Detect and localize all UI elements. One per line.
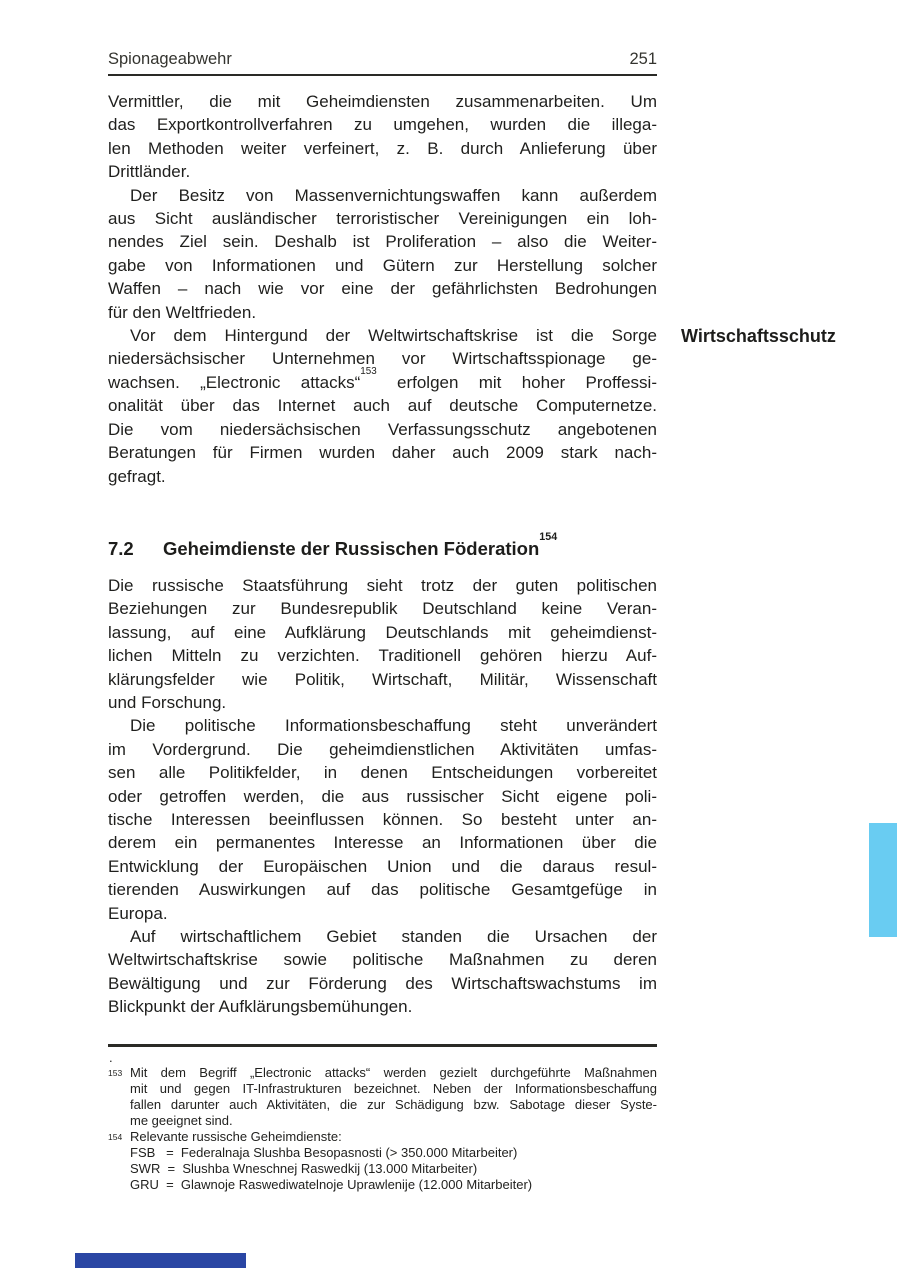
paragraph-line: tische Interessen beeinflussen können. So besteht unter an- — [108, 809, 657, 829]
footnote-line: Mit dem Begriff „Electronic attacks“ werden gezielt durchgeführte Maßnahmen — [130, 1065, 657, 1080]
footnote-reference: 154 — [539, 530, 558, 543]
footnote-reference: 153 — [360, 365, 377, 377]
paragraph-line: derem ein permanentes Interesse an Informationen über die — [108, 833, 657, 853]
paragraph-line: und Forschung. — [108, 692, 227, 712]
paragraph-line: nendes Ziel sein. Deshalb ist Proliferation – also die Weiter- — [108, 232, 657, 252]
footnote-line: me geeignet sind. — [130, 1113, 233, 1128]
paragraph-line: Die vom niedersächsischen Verfassungsschutz angebotenen — [108, 419, 657, 439]
paragraph-line: das Exportkontrollverfahren zu umgehen, wurden die illega- — [108, 115, 657, 135]
footnote — [108, 1065, 657, 1129]
paragraph-line: für den Weltfrieden. — [108, 302, 257, 322]
paragraph-line: Drittländer. — [108, 162, 191, 182]
paragraph-line: Waffen – nach wie vor eine der gefährlichsten Bedrohungen — [108, 279, 657, 299]
section-title: Geheimdienste der Russischen Föderation$^{154}$ — [163, 530, 558, 559]
section-heading — [108, 530, 657, 561]
paragraph — [108, 184, 657, 324]
footer-bar — [75, 1253, 246, 1268]
footnote-marker: 154 — [108, 1132, 123, 1142]
paragraph-line: gefragt. — [108, 466, 166, 486]
footnote-separator — [108, 1044, 657, 1047]
paragraph-line: lassung, auf eine Aufklärung Deutschlands mit geheimdienst- — [108, 622, 657, 642]
paragraph-line: Die politische Informationsbeschaffung steht unverändert — [130, 716, 657, 736]
header-page-number: 251 — [629, 50, 657, 68]
section-number: 7.2 — [108, 537, 134, 559]
paragraph — [108, 925, 657, 1019]
paragraph — [108, 324, 657, 488]
paragraph-line: Vermittler, die mit Geheimdiensten zusammenarbeiten. Um — [108, 92, 657, 111]
paragraph-line: Bewältigung und zur Förderung des Wirtschaftswachstums im — [108, 973, 657, 993]
paragraph — [108, 574, 657, 714]
paragraph-line: onalität über das Internet auch auf deutsche Computernetze. — [108, 396, 657, 416]
paragraph-line: niedersächsischer Unternehmen vor Wirtschaftsspionage ge- — [108, 349, 657, 369]
body-text — [108, 90, 657, 1019]
paragraph-line: klärungsfelder wie Politik, Wirtschaft, Militär, Wissenschaft — [108, 669, 657, 689]
footnote-line: GRU = Glawnoje Raswediwatelnoje Uprawlenije (12.000 Mitarbeiter) — [130, 1177, 533, 1192]
stray-period: . — [109, 1050, 113, 1065]
paragraph-line: len Methoden weiter verfeinert, z. B. durch Anlieferung über — [108, 138, 657, 158]
footnote-marker: 153 — [108, 1068, 123, 1078]
paragraph-line: Entwicklung der Europäischen Union und die daraus resul- — [108, 856, 657, 876]
margin-note: Wirtschaftsschutz — [681, 326, 836, 346]
paragraph-line: sen alle Politikfelder, in denen Entscheidungen vorbereitet — [108, 763, 657, 783]
paragraph-line: im Vordergrund. Die geheimdienstlichen Aktivitäten umfas- — [108, 739, 657, 759]
footnote-line: SWR = Slushba Wneschnej Raswedkij (13.000 Mitarbeiter) — [130, 1161, 478, 1176]
paragraph-line: Beratungen für Firmen wurden daher auch 2009 stark nach- — [108, 443, 657, 463]
chapter-thumb-tab — [869, 823, 897, 937]
footnote-line: FSB = Federalnaja Slushba Besopasnosti (> 350.000 Mitarbeiter) — [130, 1145, 518, 1160]
header-section-label: Spionageabwehr — [108, 50, 232, 68]
paragraph — [108, 714, 657, 925]
paragraph-line: wachsen. „Electronic attacks“$^{153}$ erfolgen mit hoher Proffessi- — [108, 365, 657, 392]
footnote-line: mit und gegen IT-Infrastrukturen bezeichnet. Neben der Informationsbeschaffung — [130, 1081, 657, 1096]
paragraph — [108, 90, 657, 184]
paragraph-line: Blickpunkt der Aufklärungsbemühungen. — [108, 997, 413, 1017]
footnote-line: Relevante russische Geheimdienste: — [130, 1129, 342, 1144]
paragraph-line: Vor dem Hintergund der Weltwirtschaftskrise ist die Sorge — [130, 326, 657, 346]
paragraph-line: gabe von Informationen und Gütern zur Herstellung solcher — [108, 255, 657, 275]
paragraph-line: lichen Mitteln zu verzichten. Traditionell gehören hierzu Auf- — [108, 646, 657, 666]
header-rule — [108, 74, 657, 76]
paragraph-line: tierenden Auswirkungen auf das politische Gesamtgefüge in — [108, 880, 657, 900]
paragraph-line: Auf wirtschaftlichem Gebiet standen die Ursachen der — [130, 927, 657, 946]
footnote — [108, 1129, 657, 1193]
paragraph-line: Die russische Staatsführung sieht trotz der guten politischen — [108, 575, 657, 595]
page-header — [108, 50, 657, 69]
paragraph-line: Der Besitz von Massenvernichtungswaffen kann außerdem — [130, 185, 657, 205]
footnote-line: fallen darunter auch Aktivitäten, die zur Schädigung bzw. Sabotage dieser Syste- — [130, 1097, 657, 1112]
paragraph-line: aus Sicht ausländischer terroristischer Vereinigungen ein loh- — [108, 209, 657, 229]
paragraph-line: Europa. — [108, 903, 168, 923]
paragraph-line: Beziehungen zur Bundesrepublik Deutschland keine Veran- — [108, 599, 657, 619]
footnotes — [108, 1050, 657, 1193]
paragraph-line: Weltwirtschaftskrise sowie politische Maßnahmen zu deren — [108, 950, 657, 970]
paragraph-line: oder getroffen werden, die aus russischer Sicht eigene poli- — [108, 786, 657, 806]
